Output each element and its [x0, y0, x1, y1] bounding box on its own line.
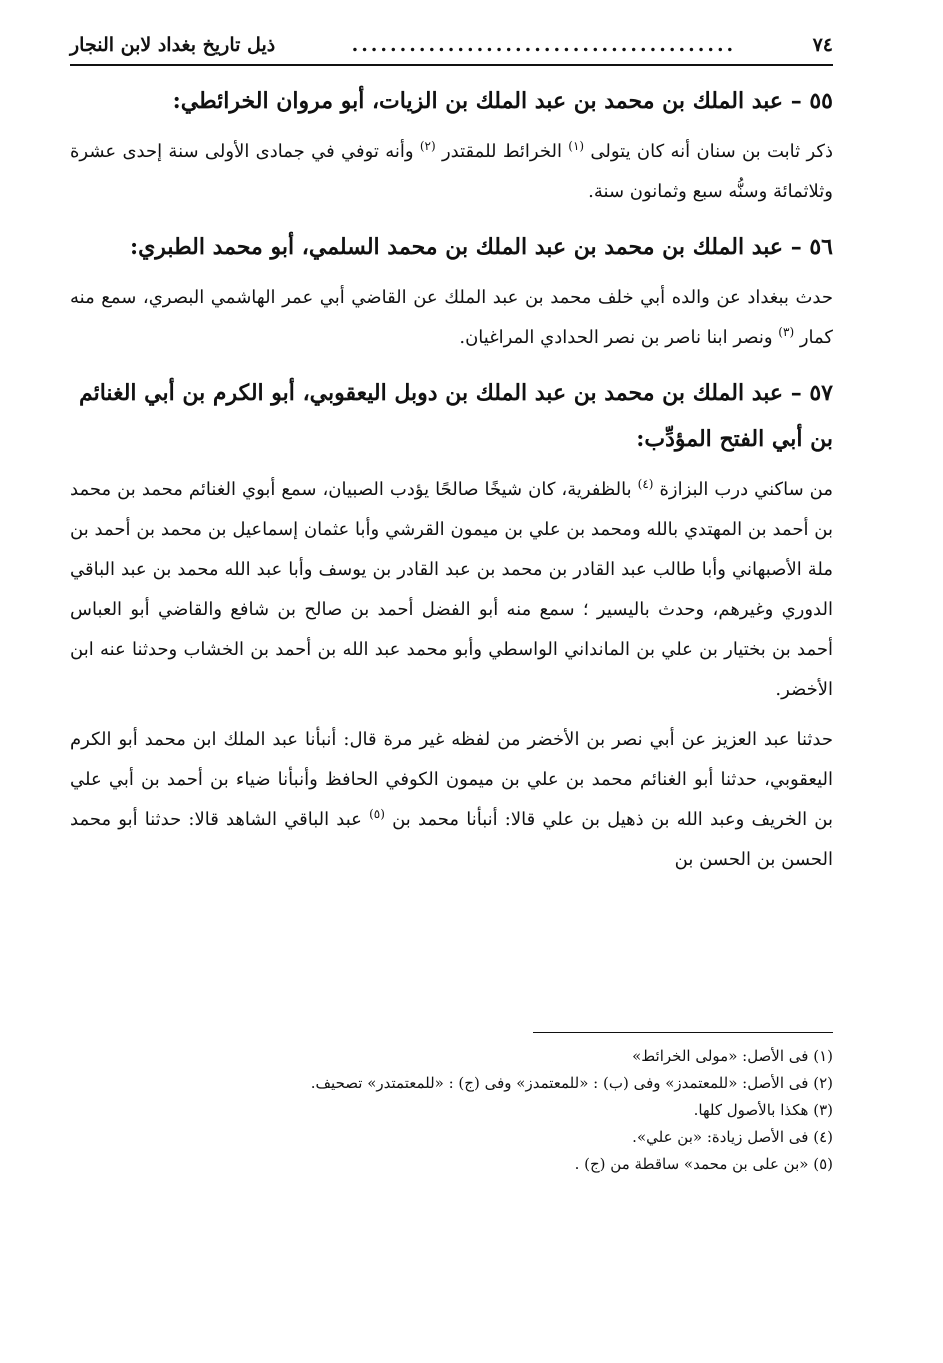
text-run: حدثنا عبد العزيز عن أبي نصر بن الأخضر من لفظه غير مرة قال: أنبأنا عبد الملك ابن محمد أبو الكرم اليعقوبي، حدثنا أبو الغنائم محمد بن علي بن ميمون الكوفي الحافظ وأنبأنا ضياء بن أحمد بن أبي علي بن الخريف وعبد الله بن ذهيل بن علي قالا: أنبأنا محمد بن	[70, 729, 833, 830]
text-run: الخرائط للمقتدر	[435, 141, 569, 162]
footnote-1: (١) فى الأصل: «مولى الخرائط»	[632, 1047, 833, 1065]
text-run: ونصر ابنا ناصر بن نصر الحدادي المراغيان.	[459, 327, 779, 348]
entry-paragraph	[70, 470, 833, 710]
footnote-4: (٤) فى الأصل زيادة: «بن علي».	[632, 1128, 833, 1146]
text-run: من ساكني درب البزازة	[653, 479, 833, 500]
book-title: ذيل تاريخ بغداد لابن النجار	[70, 34, 276, 56]
text-run: بالظفرية، كان شيخًا صالحًا يؤدب الصبيان، سمع أبوي الغنائم محمد بن محمد بن أحمد بن المهتدي بالله ومحمد بن علي بن ميمون القرشي وأبا عثمان إسماعيل بن محمد بن أحمد بن ملة الأصبهاني وأبا طالب عبد القادر بن محمد بن عبد القادر بن يوسف وأبا عبد الله محمد بن عبد الباقي الدوري وغيرهم، وحدث باليسير ؛ سمع منه أبو الفضل أحمد بن صالح بن شافع والقاضي أبو العباس أحمد بن بختيار بن علي بن المانداني الواسطي وأبو محمد عبد الله بن أحمد بن الخشاب وحدثنا عنه ابن الأخضر.	[70, 479, 833, 700]
footnote-5: (٥) «بن على بن محمد» ساقطة من (ج) .	[574, 1155, 833, 1173]
entry-paragraph	[70, 278, 833, 358]
leader-dots: ........................................	[351, 34, 737, 56]
entry-heading: ٥٧ – عبد الملك بن محمد بن عبد الملك بن دوبل اليعقوبي، أبو الكرم بن أبي الغنائم بن أبي الفتح المؤدِّب:	[78, 380, 833, 452]
footnote-rule	[533, 1032, 833, 1033]
entry-55	[70, 78, 833, 212]
text-run: عبد الباقي الشاهد قالا: حدثنا أبو محمد الحسن بن الحسن بن	[70, 809, 833, 870]
footnote-marker: (٢)	[419, 139, 436, 153]
entry-57	[70, 370, 833, 880]
entry-56	[70, 224, 833, 358]
entry-paragraph	[70, 720, 833, 880]
footnotes	[70, 1032, 833, 1178]
running-head	[70, 30, 833, 66]
entry-heading: ٥٥ – عبد الملك بن محمد بن عبد الملك بن الزيات، أبو مروان الخرائطي:	[172, 88, 833, 114]
entry-paragraph	[70, 132, 833, 212]
entry-heading: ٥٦ – عبد الملك بن محمد بن عبد الملك بن محمد السلمي، أبو محمد الطبري:	[129, 234, 833, 260]
footnote-3: (٣) هكذا بالأصول كلها.	[693, 1101, 833, 1119]
footnote-marker: (٤)	[637, 477, 654, 491]
text-run: وأنه توفي في جمادى الأولى سنة إحدى عشرة وثلاثمائة وسنُّه سبع وثمانون سنة.	[70, 141, 833, 202]
footnote-2: (٢) فى الأصل: «للمعتمدز» وفى (ب) : «للمعتمدز» وفى (ج) : «للمعتمتدر» تصحيف.	[310, 1074, 833, 1092]
footnote-marker: (٣)	[778, 325, 795, 339]
text-run: حدث ببغداد عن والده أبي خلف محمد بن عبد الملك عن القاضي أبي عمر الهاشمي البصري، سمع منه كمار	[70, 287, 833, 348]
page-number: ٧٤	[812, 34, 833, 56]
text-run: ذكر ثابت بن سنان أنه كان يتولى	[584, 141, 833, 162]
footnote-marker: (٥)	[369, 807, 385, 821]
footnote-marker: (١)	[568, 139, 585, 153]
